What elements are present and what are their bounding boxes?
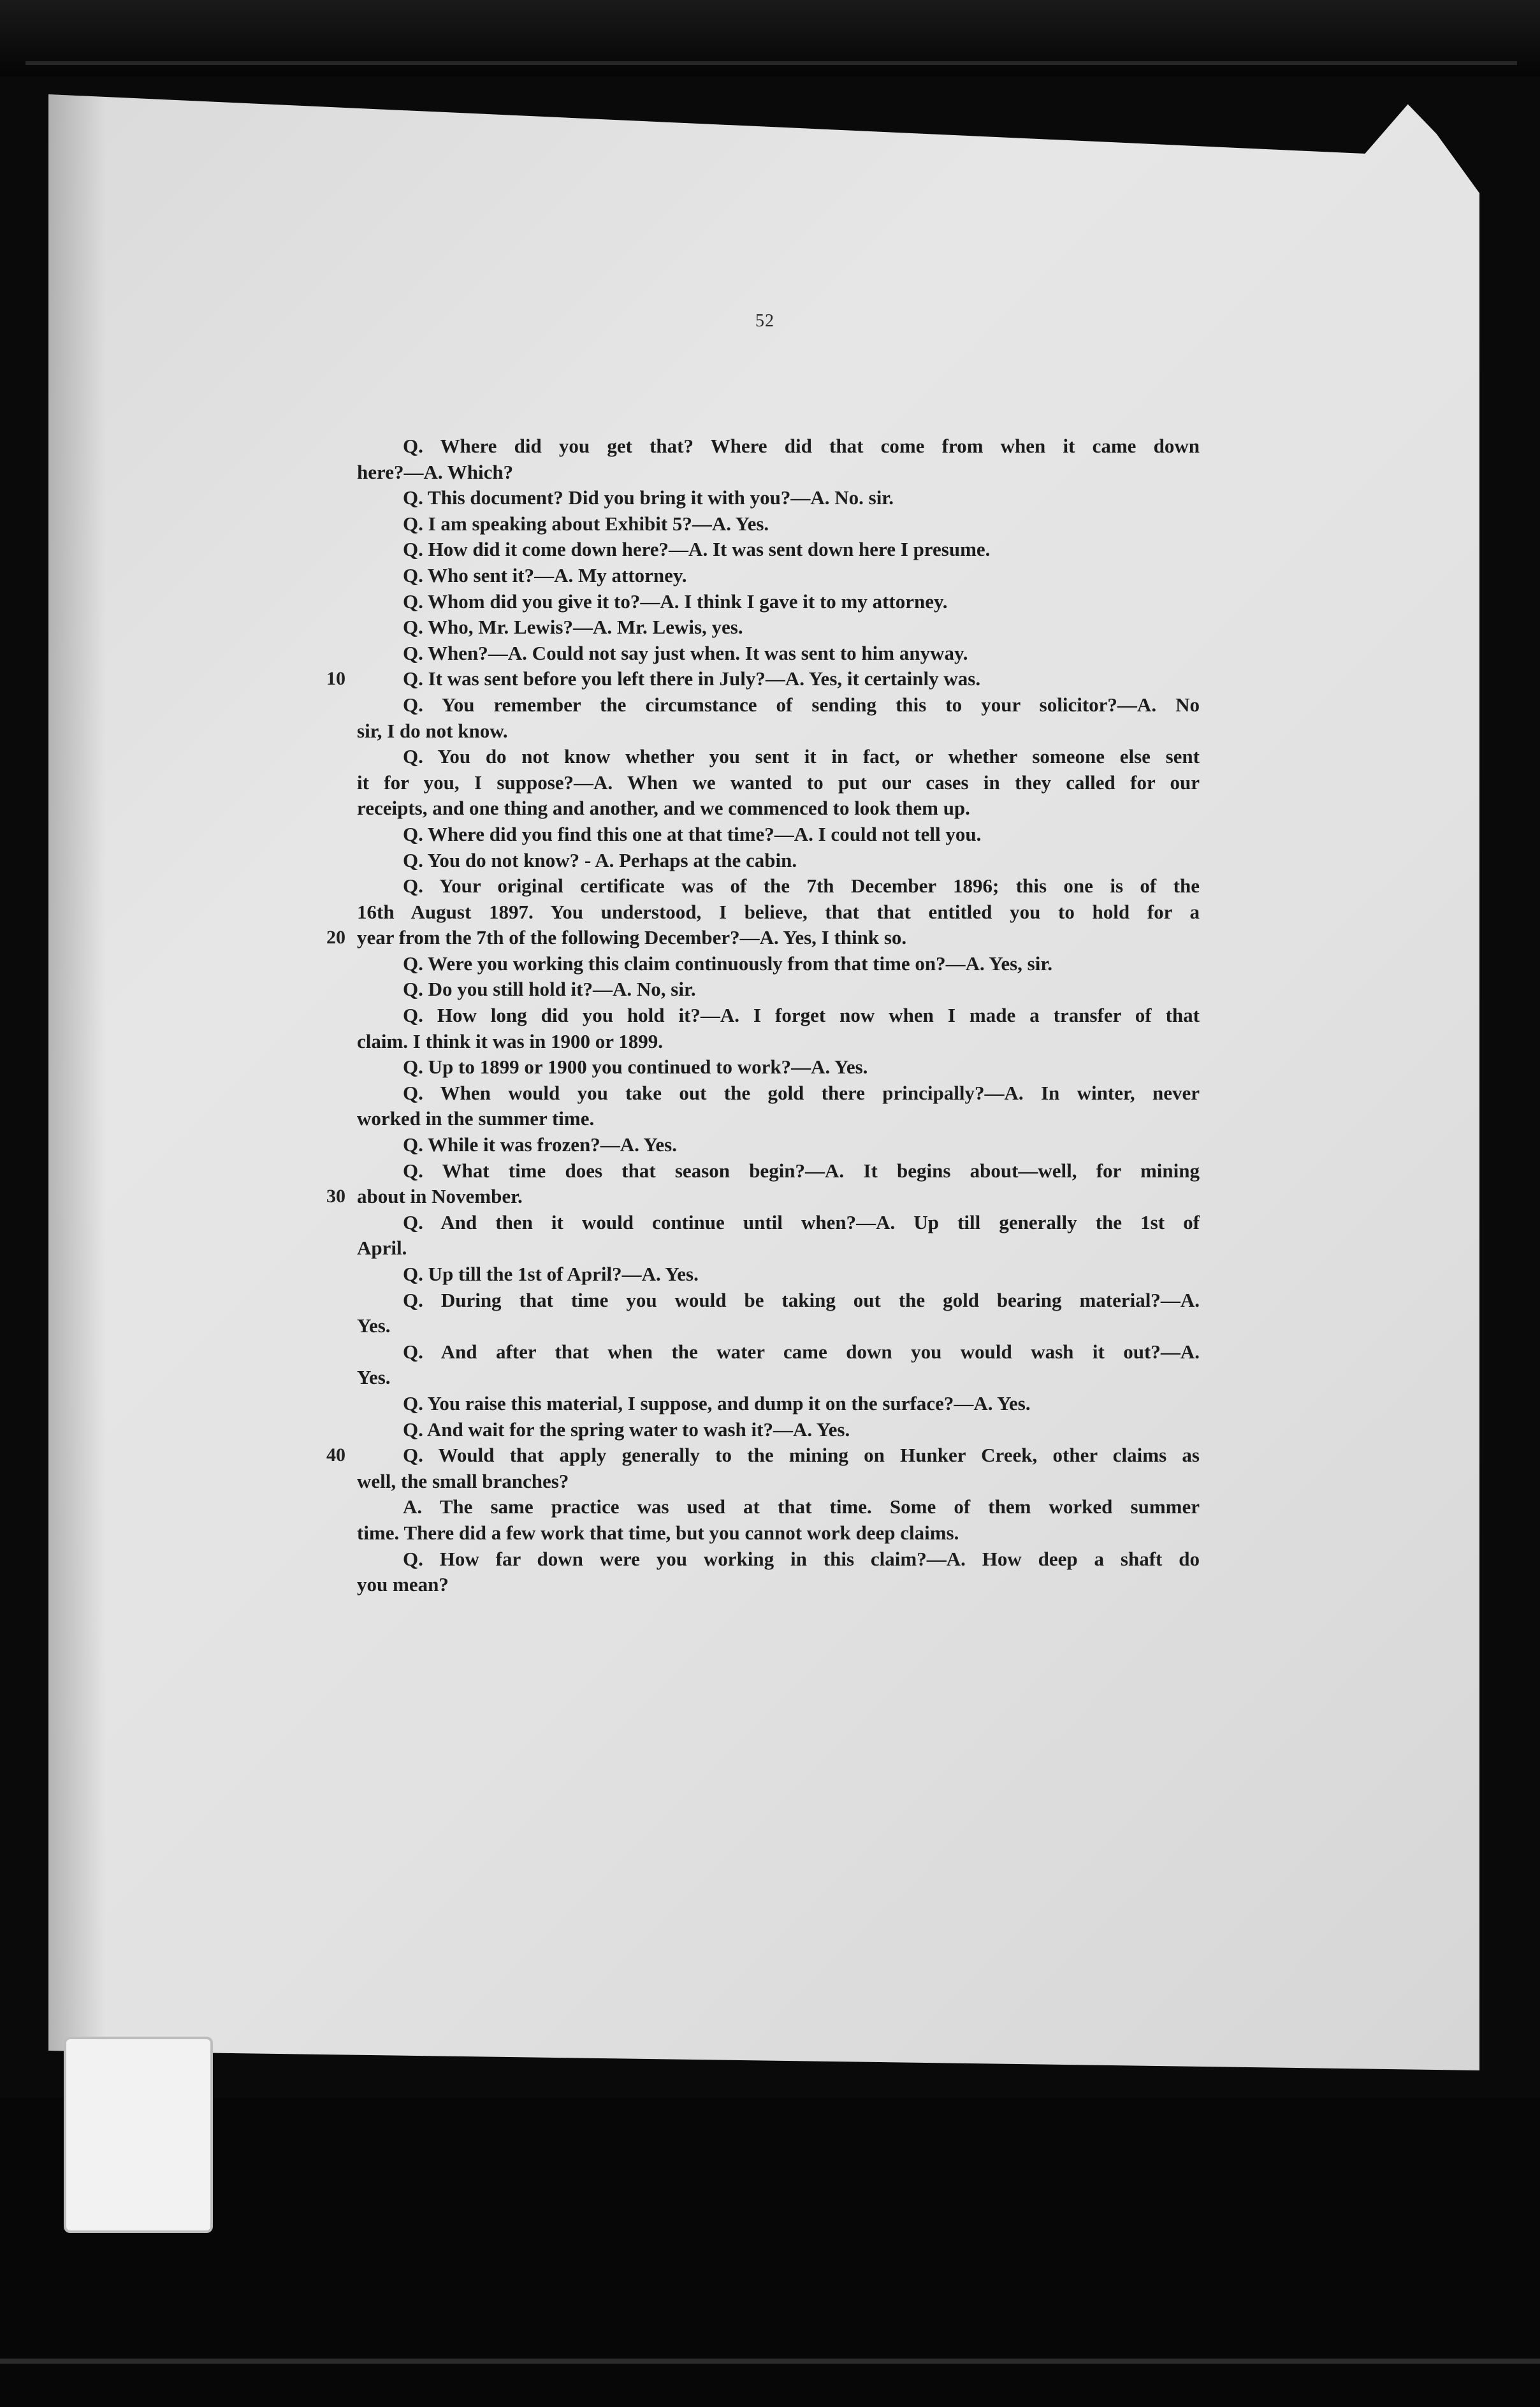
transcript-line-text: Q. Were you working this claim continuously from that time on?—A. Yes, sir. <box>403 952 1053 975</box>
transcript-line <box>357 1288 1200 1314</box>
transcript-line <box>357 1262 1200 1288</box>
transcript-line <box>357 1080 1200 1107</box>
transcript-line <box>357 899 1200 926</box>
transcript-line-text: Q. Whom did you give it to?—A. I think I gave it to my attorney. <box>403 590 948 613</box>
transcript-line-text: Q. Up to 1899 or 1900 you continued to work?—A. Yes. <box>403 1056 868 1079</box>
transcript-line-text: A. The same practice was used at that time. Some of them worked summer <box>403 1495 1200 1518</box>
transcript-line-text: Q. I am speaking about Exhibit 5?—A. Yes. <box>403 512 769 535</box>
page-number: 52 <box>755 311 774 331</box>
transcript-line <box>326 666 1200 692</box>
transcript-line <box>357 1235 1200 1262</box>
transcript-line-text: here?—A. Which? <box>357 460 514 483</box>
transcript-line <box>357 433 1200 460</box>
transcript-line <box>357 460 1200 486</box>
transcript-line <box>357 977 1200 1003</box>
transcript-line-text: Yes. <box>357 1314 391 1337</box>
transcript-line-text: Q. How long did you hold it?—A. I forget now when I made a transfer of that <box>403 1004 1200 1027</box>
transcript-line <box>357 1572 1200 1598</box>
transcript-line-text: Q. And then it would continue until when?—A. Up till generally the 1st of <box>403 1211 1200 1233</box>
transcript-line-text: time. There did a few work that time, but you cannot work deep claims. <box>357 1521 959 1544</box>
transcript-line-text: sir, I do not know. <box>357 719 508 742</box>
line-number-marker: 10 <box>326 668 345 690</box>
transcript-line-text: Q. This document? Did you bring it with you?—A. No. sir. <box>403 486 894 509</box>
transcript-line <box>357 1339 1200 1365</box>
transcript-line-text: 16th August 1897. You understood, I believe, that that entitled you to hold for a <box>357 900 1200 923</box>
film-scratch <box>25 61 1517 65</box>
transcript-line <box>357 511 1200 537</box>
transcript-line-text: Q. During that time you would be taking out the gold bearing material?—A. <box>403 1288 1200 1311</box>
transcript-line-text: Q. When?—A. Could not say just when. It was sent to him anyway. <box>403 641 968 664</box>
transcript-line-text: Q. Up till the 1st of April?—A. Yes. <box>403 1263 699 1285</box>
transcript-line-text: Q. You remember the circumstance of sending this to your solicitor?—A. No <box>403 693 1200 716</box>
transcript-line-text: worked in the summer time. <box>357 1107 595 1130</box>
transcript-line <box>357 1054 1200 1080</box>
transcript-line <box>357 822 1200 848</box>
line-number-marker: 40 <box>326 1444 345 1466</box>
line-number-marker: 30 <box>326 1186 345 1207</box>
film-border-top <box>0 0 1540 76</box>
transcript-line <box>357 1417 1200 1443</box>
transcript-line <box>357 692 1200 718</box>
transcript-line-text: about in November. <box>357 1185 523 1208</box>
transcript-line <box>357 537 1200 563</box>
transcript-body <box>326 433 1200 1598</box>
transcript-line-text: Q. When would you take out the gold there principally?—A. In winter, never <box>403 1081 1200 1104</box>
film-label-card <box>64 2037 213 2233</box>
transcript-line <box>357 744 1200 770</box>
transcript-line <box>357 718 1200 745</box>
transcript-line-text: Q. Your original certificate was of the 7th December 1896; this one is of the <box>403 875 1200 898</box>
transcript-line-text: Q. What time does that season begin?—A. It begins about—well, for mining <box>403 1159 1200 1182</box>
transcript-line-text: well, the small branches? <box>357 1469 569 1492</box>
transcript-line-text: April. <box>357 1237 407 1260</box>
transcript-line <box>357 1391 1200 1417</box>
transcript-line <box>357 1132 1200 1158</box>
transcript-line <box>357 1003 1200 1029</box>
transcript-line <box>357 1494 1200 1520</box>
transcript-line-text: year from the 7th of the following December?—A. Yes, I think so. <box>357 926 907 949</box>
film-strip-edge <box>0 2359 1540 2364</box>
transcript-line-text: Q. Where did you get that? Where did that come from when it came down <box>403 435 1200 457</box>
transcript-line <box>357 1546 1200 1573</box>
transcript-line-text: you mean? <box>357 1573 449 1596</box>
transcript-line <box>357 848 1200 874</box>
transcript-line-text: Q. And after that when the water came down you would wash it out?—A. <box>403 1340 1200 1363</box>
transcript-line-text: Q. You do not know whether you sent it in fact, or whether someone else sent <box>403 745 1200 768</box>
transcript-line <box>326 925 1200 951</box>
transcript-line <box>357 614 1200 641</box>
transcript-line <box>357 1158 1200 1184</box>
transcript-line-text: Q. Where did you find this one at that time?—A. I could not tell you. <box>403 822 982 845</box>
transcript-line <box>357 563 1200 589</box>
transcript-line <box>357 485 1200 511</box>
transcript-line-text: Q. You raise this material, I suppose, and dump it on the surface?—A. Yes. <box>403 1392 1031 1414</box>
transcript-line <box>357 1210 1200 1236</box>
transcript-line <box>357 1313 1200 1339</box>
transcript-line <box>357 796 1200 822</box>
transcript-line-text: Q. Would that apply generally to the mining on Hunker Creek, other claims as <box>403 1444 1200 1467</box>
transcript-line <box>357 1469 1200 1495</box>
line-number-marker: 20 <box>326 927 345 949</box>
transcript-line-text: claim. I think it was in 1900 or 1899. <box>357 1029 663 1052</box>
transcript-line-text: Yes. <box>357 1366 391 1389</box>
transcript-line-text: Q. How did it come down here?—A. It was sent down here I presume. <box>403 538 991 561</box>
transcript-line-text: Q. Who sent it?—A. My attorney. <box>403 564 687 586</box>
transcript-line <box>357 770 1200 796</box>
transcript-line <box>357 641 1200 667</box>
transcript-line <box>326 1184 1200 1210</box>
transcript-line-text: Q. Do you still hold it?—A. No, sir. <box>403 978 696 1001</box>
transcript-line <box>326 1443 1200 1469</box>
transcript-line-text: Q. Who, Mr. Lewis?—A. Mr. Lewis, yes. <box>403 616 743 639</box>
transcript-line-text: Q. While it was frozen?—A. Yes. <box>403 1133 677 1156</box>
transcript-line-text: Q. How far down were you working in this claim?—A. How deep a shaft do <box>403 1547 1200 1570</box>
transcript-line <box>357 1520 1200 1546</box>
transcript-line-text: receipts, and one thing and another, and we commenced to look them up. <box>357 797 970 820</box>
transcript-line-text: it for you, I suppose?—A. When we wanted to put our cases in they called for our <box>357 771 1200 794</box>
transcript-line <box>357 873 1200 899</box>
transcript-line <box>357 1365 1200 1391</box>
transcript-line-text: Q. It was sent before you left there in July?—A. Yes, it certainly was. <box>403 667 981 690</box>
transcript-line-text: Q. And wait for the spring water to wash it?—A. Yes. <box>403 1418 850 1441</box>
transcript-line <box>357 1106 1200 1132</box>
transcript-line-text: Q. You do not know? - A. Perhaps at the cabin. <box>403 848 797 871</box>
page-shadow <box>48 94 106 2070</box>
transcript-line <box>357 951 1200 977</box>
transcript-line <box>357 1029 1200 1055</box>
transcript-line <box>357 589 1200 615</box>
